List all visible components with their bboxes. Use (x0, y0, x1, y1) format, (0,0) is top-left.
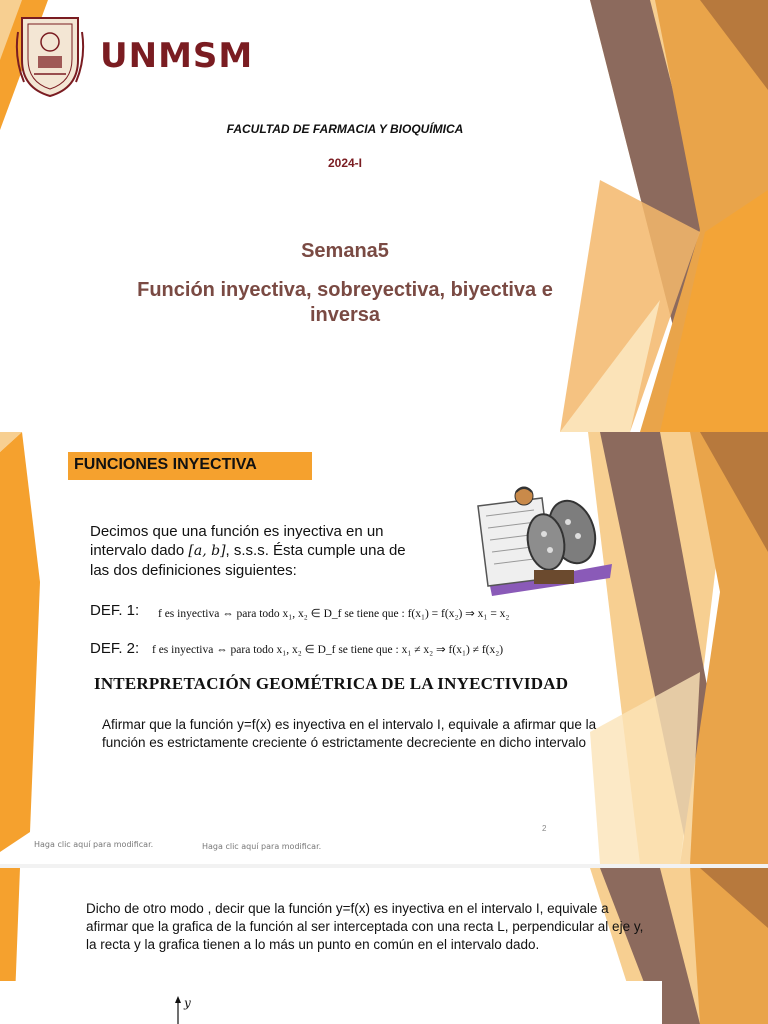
slide-title (0, 0, 768, 432)
definition-2-label: DEF. 2: (90, 640, 140, 657)
definition-2-formula: f es inyectiva ⇔ para todo x₁, x₂ ∈ D_f se tiene que : x₁ ≠ x₂ ⇒ f(x₁) ≠ f(x₂) (152, 644, 504, 656)
brand-wordmark: UNMSM (100, 36, 254, 76)
intro-text-start: Decimos que una función es inyectiva en un intervalo dado (90, 523, 384, 559)
topic-title: Función inyectiva, sobreyectiva, biyectiva e inversa (137, 279, 553, 326)
y-axis-label: y (184, 996, 191, 1010)
definition-1-formula: f es inyectiva ⇔ para todo x₁, x₂ ∈ D_f se tiene que : f(x₁) = f(x₂) ⇒ x₁ = x₂ (158, 608, 510, 620)
graph-area (0, 981, 662, 1024)
interpretation-heading: INTERPRETACIÓN GEOMÉTRICA DE LA INYECTIVIDAD (94, 674, 569, 693)
page-number: 2 (542, 824, 547, 833)
explanation-paragraph: Dicho de otro modo , decir que la función y=f(x) es inyectiva en el intervalo I, equivale a afirmar que la grafica de la función al ser interceptada con una recta L, perpendicular al eje y, la recta y la grafica tienen a lo más un punto en común en el intervalo dado. (86, 901, 644, 952)
slide-geometric-interpretation (0, 868, 768, 1024)
week-title: Semana5 (301, 240, 389, 262)
newspaper-reader-cartoon-icon (472, 486, 620, 598)
interpretation-paragraph: Afirmar que la función y=f(x) es inyectiva en el intervalo I, equivale a afirmar que la función es estrictamente creciente ó estrictamente decreciente en dicho intervalo (102, 717, 597, 750)
university-seal-icon (14, 12, 86, 100)
definition-1-label: DEF. 1: (90, 602, 140, 619)
intro-paragraph (90, 522, 420, 580)
slide-injective-definitions (0, 432, 768, 864)
intro-text-end: , s.s.s. Ésta cumple una de las dos definiciones siguientes: (90, 542, 406, 579)
notes-placeholder-2[interactable]: Haga clic aquí para modificar. (202, 842, 322, 851)
interval-notation: [a, b] (188, 543, 226, 559)
notes-placeholder-1[interactable]: Haga clic aquí para modificar. (34, 840, 154, 849)
academic-term: 2024-I (327, 156, 363, 170)
section-title: FUNCIONES INYECTIVA (68, 452, 312, 480)
faculty-name: FACULTAD DE FARMACIA Y BIOQUÍMICA (226, 122, 464, 136)
